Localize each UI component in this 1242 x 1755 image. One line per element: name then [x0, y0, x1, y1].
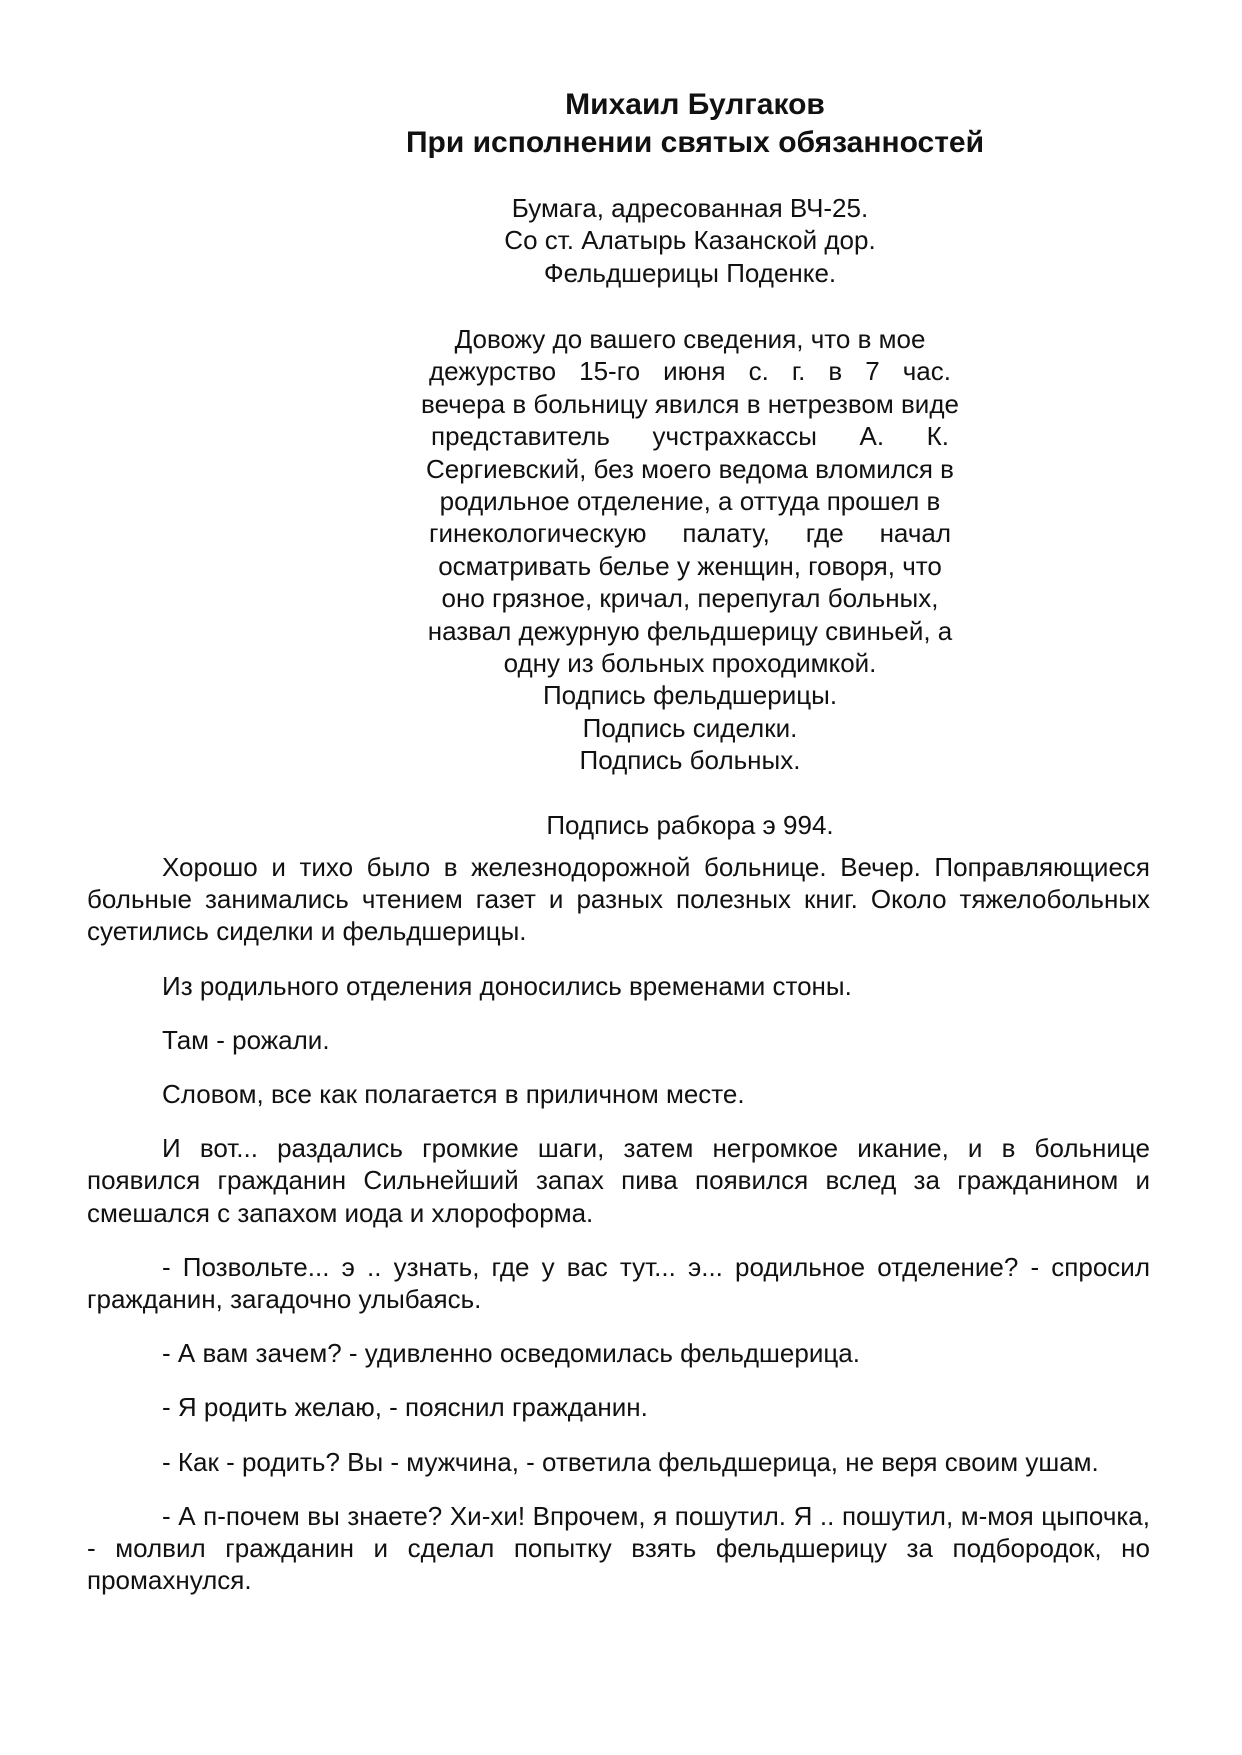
epigraph-report: [380, 323, 1000, 777]
address-line: Со ст. Алатырь Казанской дор.: [504, 225, 876, 256]
paragraph: Из родильного отделения доносились временами стоны.: [162, 970, 852, 1001]
epigraph-address: [380, 192, 1000, 289]
signature-line: Подпись больных.: [579, 745, 801, 776]
paragraph: - Я родить желаю, - пояснил гражданин.: [162, 1392, 648, 1423]
report-line: дежурство 15-го июня с. г. в 7 час.: [429, 356, 951, 387]
report-line: назвал дежурную фельдшерицу свиньей, а: [427, 615, 953, 646]
paragraph: И вот... раздались громкие шаги, затем негромкое икание, и в больнице появился гражданин Сильнейший запах пива появился вслед за гражданином и смешался с запахом иода и хлороформа.: [87, 1133, 1150, 1228]
work-title: При исполнении святых обязанностей: [405, 126, 985, 159]
author-name: Михаил Булгаков: [565, 88, 825, 121]
paragraph: - А п-почем вы знаете? Хи-хи! Впрочем, я пошутил. Я .. пошутил, м-моя цыпочка, - молвил гражданин и сделал попытку взять фельдшерицу за подбородок, но промахнулся.: [87, 1500, 1150, 1596]
document-title: [0, 86, 1242, 162]
report-line: гинекологическую палату, где начал: [429, 518, 951, 549]
paragraph: Хорошо и тихо было в железнодорожной больнице. Вечер. Поправляющиеся больные занимались чтением газет и разных полезных книг. Около тяжелобольных суетились сиделки и фельдшерицы.: [87, 852, 1150, 947]
address-line: Бумага, адресованная ВЧ-25.: [511, 193, 869, 223]
signature-line: Подпись фельдшерицы.: [542, 680, 838, 711]
paragraph: - Как - родить? Вы - мужчина, - ответила фельдшерица, не веря своим ушам.: [162, 1446, 1099, 1477]
report-line: представитель учстрахкассы А. К.: [431, 421, 949, 452]
paragraph: Там - рожали.: [162, 1024, 330, 1055]
rabkor-signature-text: Подпись рабкора э 994.: [546, 810, 834, 840]
report-line: Довожу до вашего сведения, что в мое: [454, 324, 926, 354]
report-line: родильное отделение, а оттуда прошел в: [439, 486, 941, 517]
paragraph: - А вам зачем? - удивленно осведомилась фельдшерица.: [162, 1338, 860, 1369]
report-line: одну из больных проходимкой.: [503, 648, 877, 679]
report-line: оно грязное, кричал, перепугал больных,: [441, 583, 939, 614]
rabkor-signature: [380, 809, 1000, 841]
report-line: осматривать белье у женщин, говоря, что: [438, 550, 942, 581]
paragraph: Словом, все как полагается в приличном месте.: [162, 1079, 745, 1110]
story-body: [87, 851, 1150, 1618]
report-line: вечера в больницу явился в нетрезвом виде: [421, 388, 959, 419]
signature-line: Подпись сиделки.: [582, 712, 798, 743]
report-line: Сергиевский, без моего ведома вломился в: [426, 453, 954, 484]
address-line: Фельдшерицы Поденке.: [543, 257, 837, 288]
paragraph: - Позвольте... э .. узнать, где у вас тут... э... родильное отделение? - спросил гражданин, загадочно улыбаясь.: [87, 1251, 1150, 1315]
